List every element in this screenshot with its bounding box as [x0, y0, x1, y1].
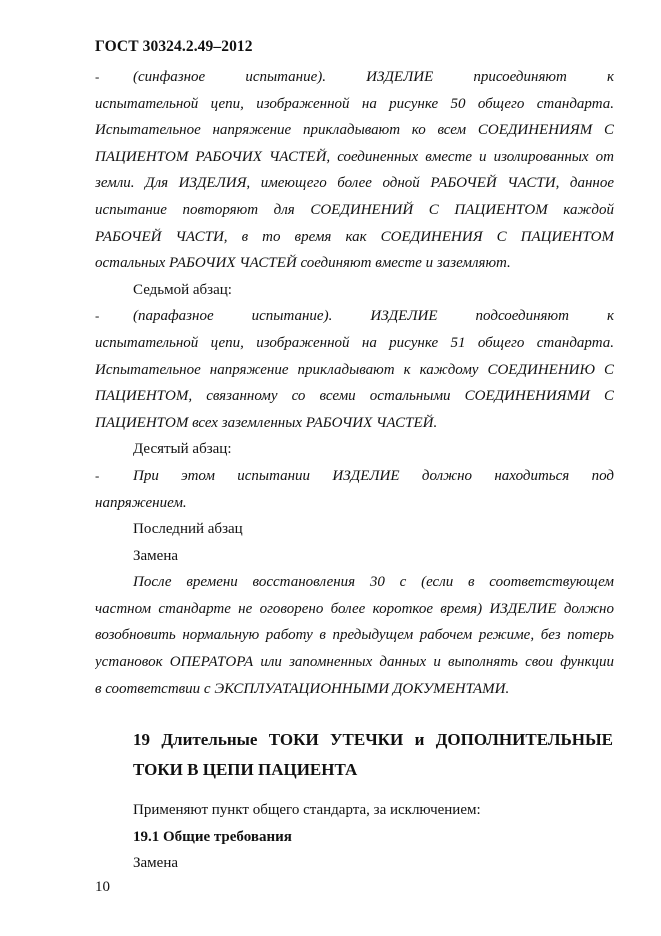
- text-line: Испытательное напряжение прикладывают к каждому СОЕДИНЕНИЮ С: [95, 361, 614, 378]
- text-line: При этом испытании ИЗДЕЛИЕ должно находиться под: [133, 467, 614, 484]
- dash-marker: -: [95, 308, 100, 324]
- section-label: Десятый абзац:: [133, 441, 232, 458]
- section-label: Седьмой абзац:: [133, 281, 232, 298]
- text-line: (парафазное испытание). ИЗДЕЛИЕ подсоединяют к: [133, 308, 614, 325]
- section-heading-line: ТОКИ В ЦЕПИ ПАЦИЕНТА: [133, 760, 358, 779]
- subsection-heading: 19.1 Общие требования: [133, 828, 292, 845]
- text-line: остальных РАБОЧИХ ЧАСТЕЙ соединяют вместе и заземляют.: [95, 255, 511, 272]
- text-line: испытательной цепи, изображенной на рисунке 51 общего стандарта.: [95, 334, 614, 351]
- text-line: После времени восстановления 30 с (если в соответствующем: [133, 574, 614, 591]
- section-label: Замена: [133, 855, 179, 872]
- text-line: установок ОПЕРАТОРА или запомненных данных и выполнять свои функции: [95, 654, 614, 671]
- text-line: земли. Для ИЗДЕЛИЯ, имеющего более одной РАБОЧЕЙ ЧАСТИ, данное: [95, 175, 614, 192]
- text-line: в соответствии с ЭКСПЛУАТАЦИОННЫМИ ДОКУМЕНТАМИ.: [95, 680, 510, 697]
- section-body: [133, 797, 613, 877]
- dash-marker: -: [95, 69, 100, 84]
- text-line: Применяют пункт общего стандарта, за исключением:: [133, 802, 481, 818]
- text-line: Испытательное напряжение прикладывают ко всем СОЕДИНЕНИЯМ С: [95, 122, 614, 139]
- dash-item-line: [95, 64, 614, 91]
- section-label: Замена: [133, 547, 179, 564]
- section-label: Последний абзац: [133, 521, 243, 538]
- text-line: РАБОЧЕЙ ЧАСТИ, в то время как СОЕДИНЕНИЯ С ПАЦИЕНТОМ: [95, 228, 614, 245]
- page-number: 10: [95, 879, 110, 895]
- text-line: возобновить нормальную работу в предыдущем рабочем режиме, без потерь: [95, 627, 614, 644]
- document-body: [95, 64, 614, 702]
- text-line: ПАЦИЕНТОМ РАБОЧИХ ЧАСТЕЙ, соединенных вместе и изолированных от: [95, 148, 614, 165]
- document-header: ГОСТ 30324.2.49–2012: [95, 38, 253, 55]
- text-line: ПАЦИЕНТОМ всех заземленных РАБОЧИХ ЧАСТЕЙ.: [95, 414, 438, 431]
- text-line: испытание повторяют для СОЕДИНЕНИЙ С ПАЦИЕНТОМ каждой: [95, 201, 614, 218]
- text-line: (синфазное испытание). ИЗДЕЛИЕ присоединяют к: [133, 69, 614, 85]
- text-line: испытательной цепи, изображенной на рисунке 50 общего стандарта.: [95, 95, 614, 112]
- dash-item-line: [95, 303, 614, 330]
- dash-item-line: [95, 463, 614, 490]
- dash-marker: -: [95, 467, 100, 483]
- text-line: напряжением.: [95, 494, 187, 511]
- text-line: ПАЦИЕНТОМ, связанному со всеми остальными СОЕДИНЕНИЯМИ С: [95, 388, 614, 405]
- section-heading-line: 19 Длительные ТОКИ УТЕЧКИ и ДОПОЛНИТЕЛЬНЫЕ: [133, 730, 613, 749]
- text-line: частном стандарте не оговорено более короткое время) ИЗДЕЛИЕ должно: [95, 600, 614, 617]
- section-heading: [133, 725, 613, 785]
